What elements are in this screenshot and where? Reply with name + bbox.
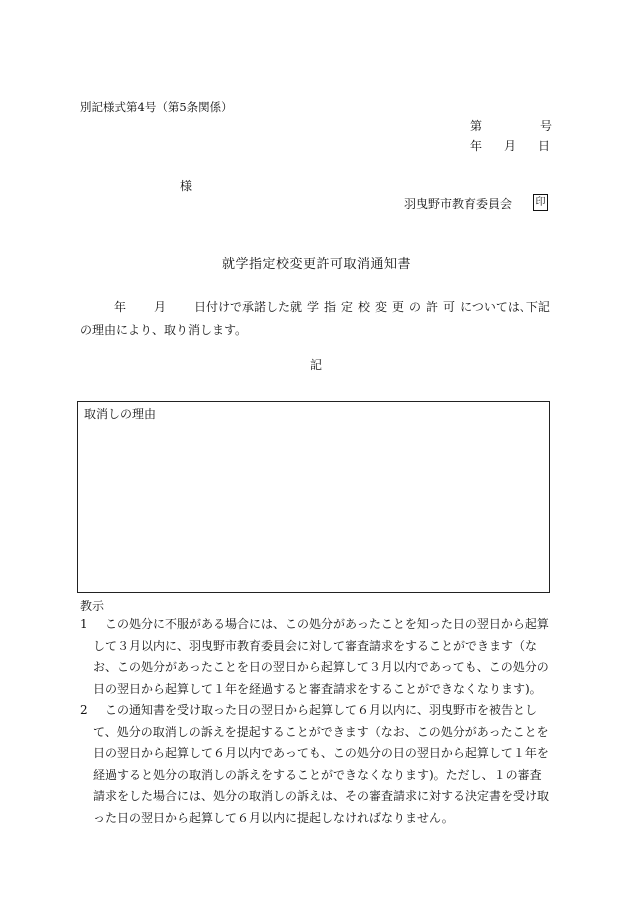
notice-heading: 教示: [80, 599, 105, 613]
recipient-honorific: 様: [180, 179, 193, 193]
seal-stamp: 印: [533, 194, 548, 211]
date-month: 月: [504, 139, 517, 153]
body-text-b: については､下記の理由により、取り消します。: [80, 300, 550, 337]
notice-item-number: 2: [80, 703, 88, 717]
issue-date: [470, 138, 550, 154]
document-number: [470, 118, 552, 134]
reason-box: [77, 401, 550, 593]
notice-item: [80, 700, 550, 829]
body-year: 年: [114, 300, 127, 314]
body-paragraph: [80, 296, 550, 342]
reason-label: 取消しの理由: [84, 407, 157, 421]
date-year: 年: [470, 139, 483, 153]
ki-heading: 記: [310, 358, 323, 372]
notice-item-number: 1: [80, 617, 88, 631]
body-month: 月: [154, 300, 167, 314]
number-suffix: 号: [540, 119, 553, 133]
body-spaced-phrase: 就学指定校変更の許可: [290, 300, 461, 314]
body-text-a: 日付けで承諾した: [194, 300, 291, 314]
date-day: 日: [538, 139, 551, 153]
notice-item-text: この通知書を受け取った日の翌日から起算して６月以内に、羽曳野市を被告として、処分の取消しの訴えを提起することができます（なお、この処分があったことを日の翌日から起算して６月以内であっても、この処分の日の翌日から起算して１年を経過すると処分の取消しの訴えをすることができなくなります)。ただし、１の審査請求をした場合には、処分の取消しの訴えは、その審査請求に対する決定書を受け取った日の翌日から起算して６月以内に提起しなければなりません。: [93, 703, 550, 825]
notice-item-text: この処分に不服がある場合には、この処分があったことを知った日の翌日から起算して３月以内に、羽曳野市教育委員会に対して審査請求をすることができます（なお、この処分があったことを日の翌日から起算して３月以内であっても、この処分の日の翌日から起算して１年を経過すると審査請求をすることができなくなります)。: [93, 617, 549, 696]
issuer-name: 羽曳野市教育委員会: [404, 197, 513, 211]
number-prefix: 第: [470, 119, 483, 133]
document-title: 就学指定校変更許可取消通知書: [222, 257, 412, 272]
form-number-label: 別記様式第4号（第5条関係）: [80, 100, 233, 114]
notice-item: [80, 614, 550, 700]
